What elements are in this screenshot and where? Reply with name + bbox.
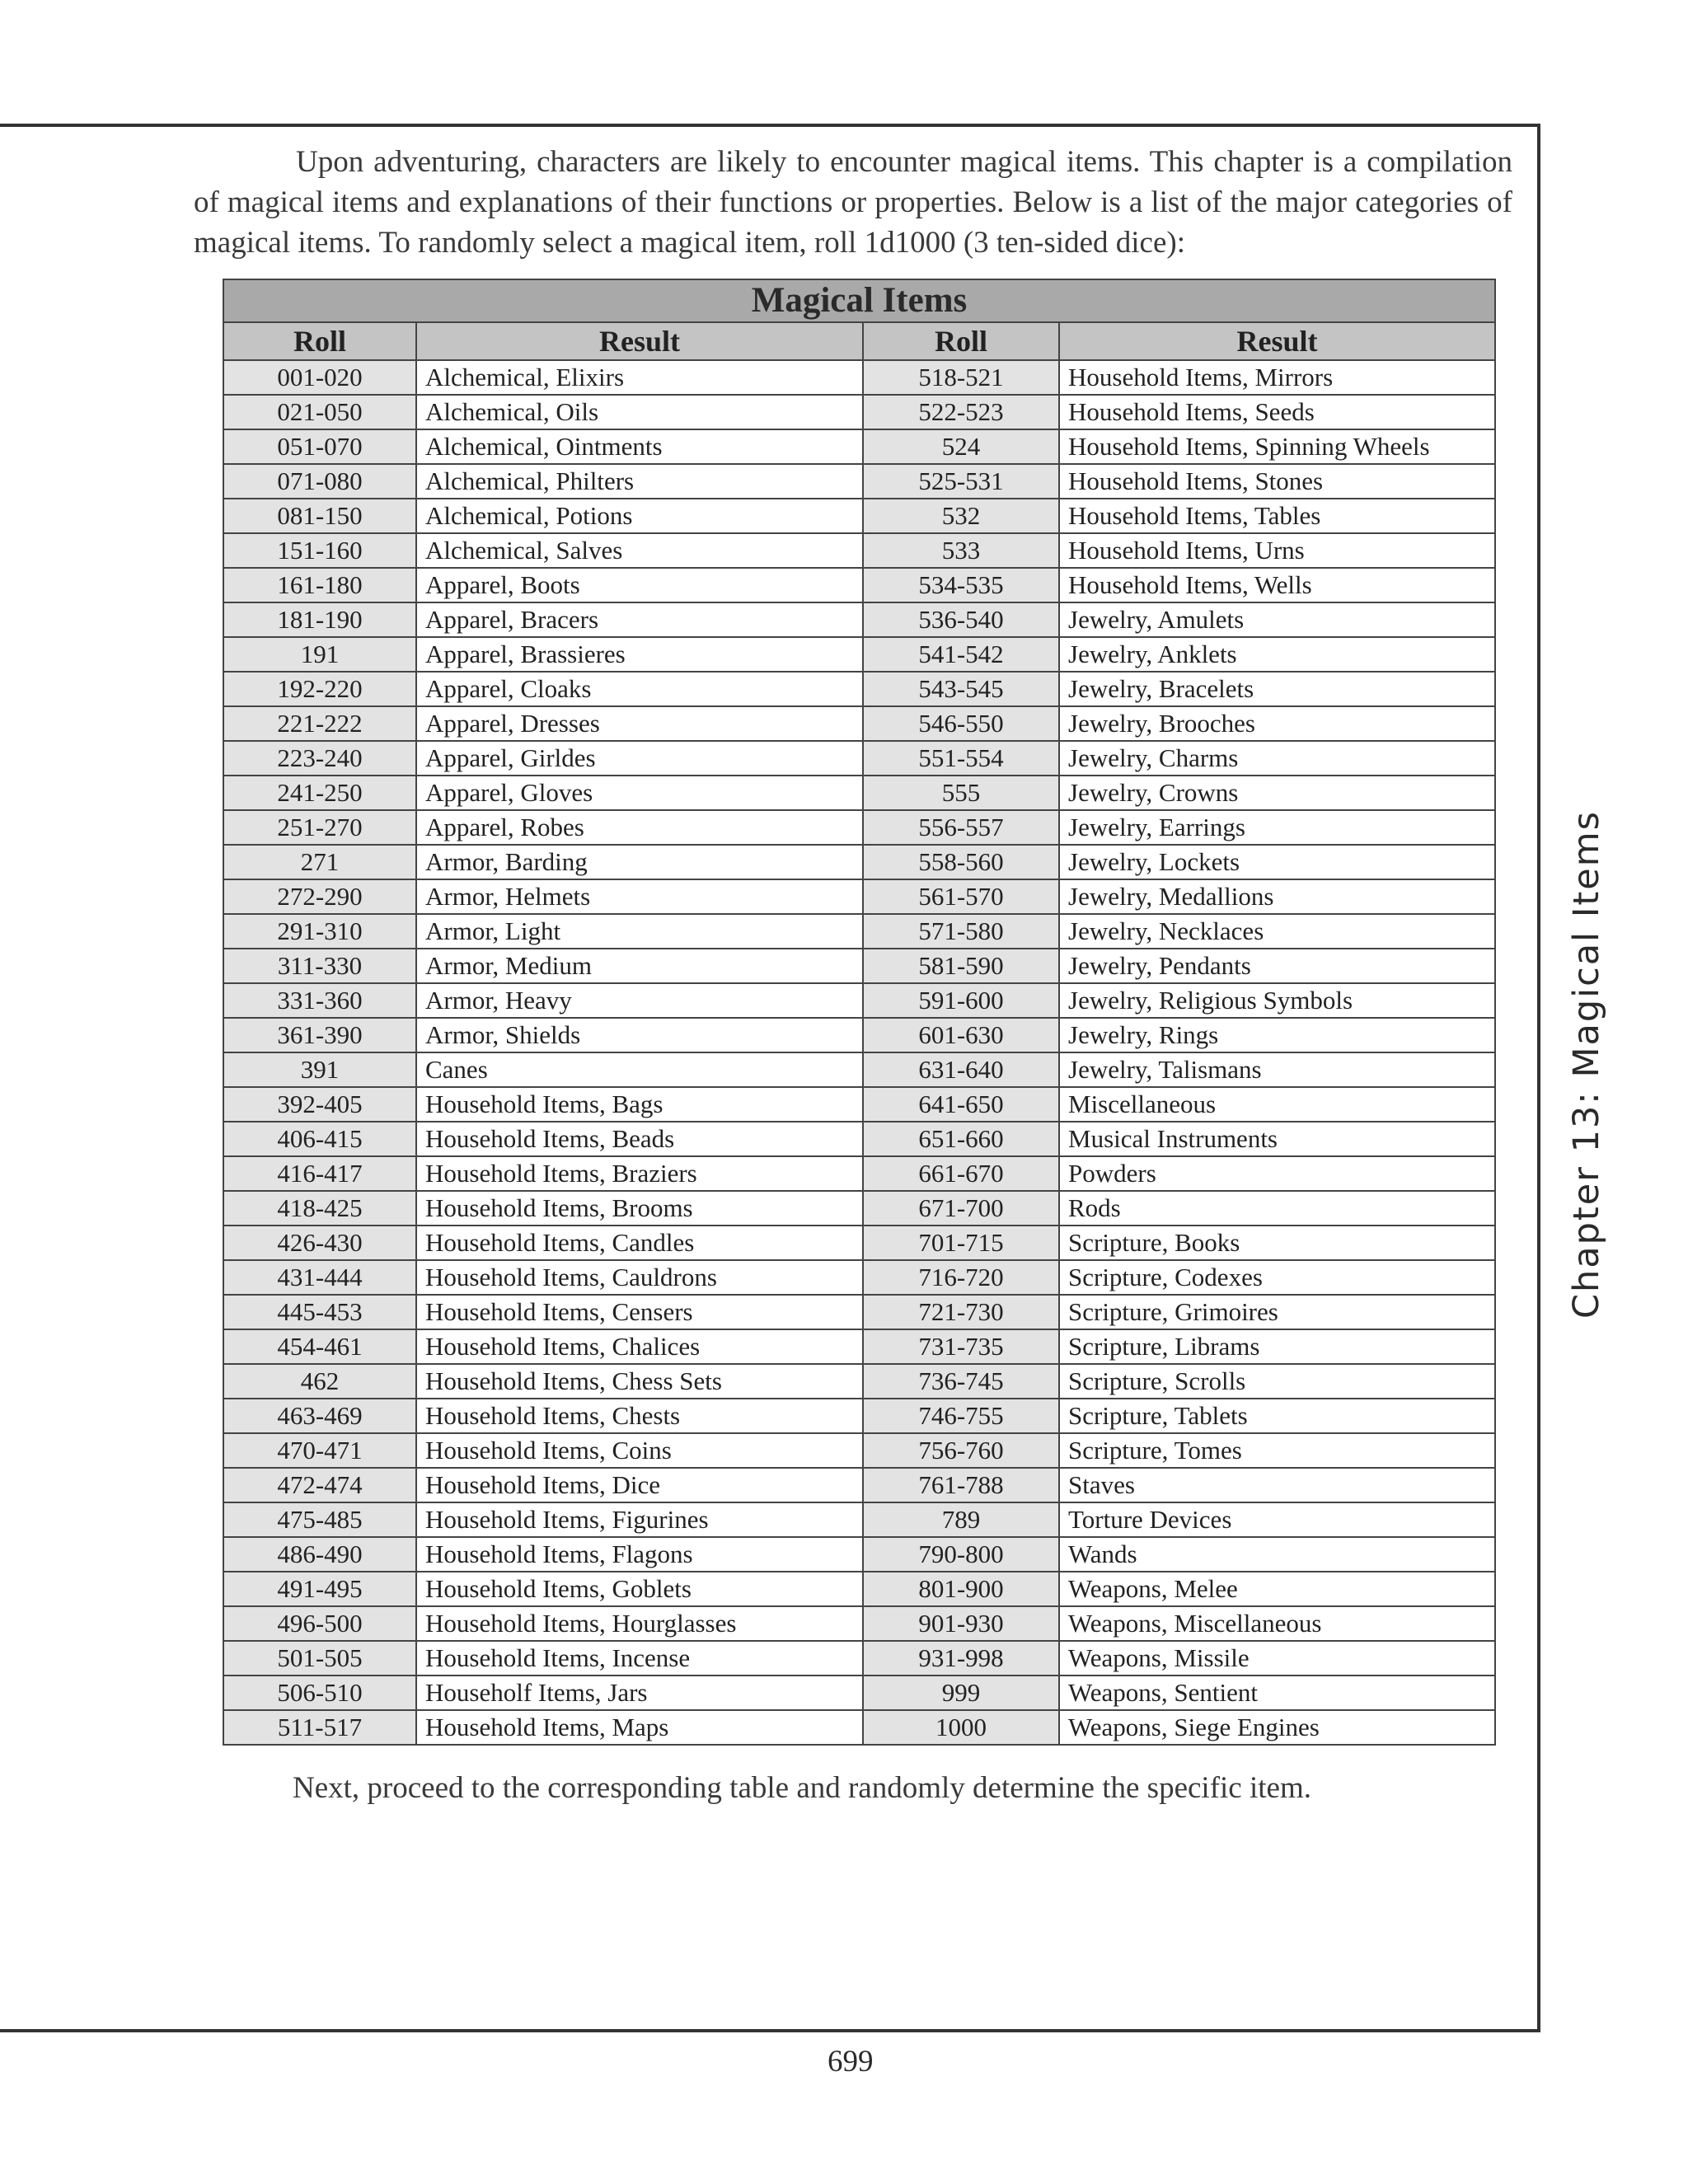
table-row — [223, 637, 1495, 672]
roll-cell: 311-330 — [223, 949, 416, 983]
result-cell: Staves — [1059, 1468, 1495, 1502]
table-row — [223, 1606, 1495, 1641]
table-header-row — [223, 322, 1495, 360]
roll-cell: 591-600 — [863, 983, 1059, 1018]
result-cell: Household Items, Coins — [416, 1433, 863, 1468]
result-cell: Household Items, Dice — [416, 1468, 863, 1502]
roll-cell: 790-800 — [863, 1537, 1059, 1572]
result-cell: Household Items, Urns — [1059, 533, 1495, 568]
roll-cell: 533 — [863, 533, 1059, 568]
table-row — [223, 1260, 1495, 1295]
result-cell: Household Items, Bags — [416, 1087, 863, 1122]
result-cell: Householf Items, Jars — [416, 1675, 863, 1710]
roll-cell: 756-760 — [863, 1433, 1059, 1468]
result-cell: Household Items, Incense — [416, 1641, 863, 1675]
result-cell: Alchemical, Salves — [416, 533, 863, 568]
roll-cell: 532 — [863, 499, 1059, 533]
chapter-side-header: Chapter 13: Magical Items — [1566, 809, 1607, 1319]
roll-cell: 721-730 — [863, 1295, 1059, 1329]
roll-cell: 221-222 — [223, 706, 416, 741]
table-row — [223, 845, 1495, 879]
roll-cell: 511-517 — [223, 1710, 416, 1745]
result-cell: Alchemical, Potions — [416, 499, 863, 533]
roll-cell: 470-471 — [223, 1433, 416, 1468]
roll-cell: 445-453 — [223, 1295, 416, 1329]
roll-cell: 558-560 — [863, 845, 1059, 879]
roll-cell: 426-430 — [223, 1226, 416, 1260]
roll-cell: 736-745 — [863, 1364, 1059, 1399]
roll-cell: 071-080 — [223, 464, 416, 499]
result-cell: Jewelry, Talismans — [1059, 1052, 1495, 1087]
result-cell: Household Items, Spinning Wheels — [1059, 429, 1495, 464]
closing-sentence: Next, proceed to the corresponding table and randomly determine the specific item. — [293, 1771, 1311, 1805]
result-cell: Household Items, Goblets — [416, 1572, 863, 1606]
result-cell: Apparel, Girldes — [416, 741, 863, 776]
intro-paragraph: Upon adventuring, characters are likely to encounter magical items. This chapter is a compilation of magical items and explanations of their functions or properties. Below is a list of the major categories of magical items. To randomly select a magical item, roll 1d1000 (3 ten-sided dice): — [194, 145, 1512, 260]
result-cell: Armor, Heavy — [416, 983, 863, 1018]
page-number: 699 — [828, 2045, 874, 2079]
roll-cell: 801-900 — [863, 1572, 1059, 1606]
table-row — [223, 1156, 1495, 1191]
roll-cell: 406-415 — [223, 1122, 416, 1156]
roll-cell: 546-550 — [863, 706, 1059, 741]
result-cell: Jewelry, Anklets — [1059, 637, 1495, 672]
result-cell: Alchemical, Oils — [416, 395, 863, 429]
roll-cell: 901-930 — [863, 1606, 1059, 1641]
result-cell: Jewelry, Earrings — [1059, 810, 1495, 845]
roll-cell: 241-250 — [223, 776, 416, 810]
result-cell: Powders — [1059, 1156, 1495, 1191]
column-header-result: Result — [1059, 322, 1495, 360]
result-cell: Rods — [1059, 1191, 1495, 1226]
roll-cell: 551-554 — [863, 741, 1059, 776]
table-row — [223, 1087, 1495, 1122]
result-cell: Scripture, Grimoires — [1059, 1295, 1495, 1329]
table-row — [223, 914, 1495, 949]
result-cell: Canes — [416, 1052, 863, 1087]
table-row — [223, 1364, 1495, 1399]
roll-cell: 223-240 — [223, 741, 416, 776]
roll-cell: 716-720 — [863, 1260, 1059, 1295]
table-row — [223, 464, 1495, 499]
roll-cell: 291-310 — [223, 914, 416, 949]
table-row — [223, 395, 1495, 429]
result-cell: Scripture, Scrolls — [1059, 1364, 1495, 1399]
roll-cell: 601-630 — [863, 1018, 1059, 1052]
result-cell: Armor, Barding — [416, 845, 863, 879]
roll-cell: 462 — [223, 1364, 416, 1399]
roll-cell: 431-444 — [223, 1260, 416, 1295]
result-cell: Jewelry, Religious Symbols — [1059, 983, 1495, 1018]
result-cell: Household Items, Braziers — [416, 1156, 863, 1191]
result-cell: Household Items, Tables — [1059, 499, 1495, 533]
result-cell: Household Items, Wells — [1059, 568, 1495, 602]
roll-cell: 651-660 — [863, 1122, 1059, 1156]
roll-cell: 454-461 — [223, 1329, 416, 1364]
roll-cell: 534-535 — [863, 568, 1059, 602]
table-row — [223, 879, 1495, 914]
result-cell: Armor, Medium — [416, 949, 863, 983]
result-cell: Household Items, Chests — [416, 1399, 863, 1433]
roll-cell: 541-542 — [863, 637, 1059, 672]
result-cell: Household Items, Chess Sets — [416, 1364, 863, 1399]
result-cell: Apparel, Brassieres — [416, 637, 863, 672]
column-header-roll: Roll — [223, 322, 416, 360]
table-row — [223, 429, 1495, 464]
roll-cell: 161-180 — [223, 568, 416, 602]
magical-items-table — [223, 279, 1496, 1746]
roll-cell: 518-521 — [863, 360, 1059, 395]
table-row — [223, 983, 1495, 1018]
roll-cell: 391 — [223, 1052, 416, 1087]
roll-cell: 561-570 — [863, 879, 1059, 914]
roll-cell: 581-590 — [863, 949, 1059, 983]
result-cell: Apparel, Dresses — [416, 706, 863, 741]
roll-cell: 191 — [223, 637, 416, 672]
result-cell: Apparel, Gloves — [416, 776, 863, 810]
roll-cell: 761-788 — [863, 1468, 1059, 1502]
roll-cell: 506-510 — [223, 1675, 416, 1710]
result-cell: Jewelry, Pendants — [1059, 949, 1495, 983]
result-cell: Household Items, Seeds — [1059, 395, 1495, 429]
roll-cell: 181-190 — [223, 602, 416, 637]
result-cell: Jewelry, Medallions — [1059, 879, 1495, 914]
result-cell: Household Items, Maps — [416, 1710, 863, 1745]
table-row — [223, 1295, 1495, 1329]
roll-cell: 999 — [863, 1675, 1059, 1710]
result-cell: Weapons, Miscellaneous — [1059, 1606, 1495, 1641]
roll-cell: 731-735 — [863, 1329, 1059, 1364]
roll-cell: 251-270 — [223, 810, 416, 845]
result-cell: Weapons, Melee — [1059, 1572, 1495, 1606]
table-row — [223, 1052, 1495, 1087]
roll-cell: 631-640 — [863, 1052, 1059, 1087]
result-cell: Scripture, Tomes — [1059, 1433, 1495, 1468]
result-cell: Scripture, Books — [1059, 1226, 1495, 1260]
roll-cell: 418-425 — [223, 1191, 416, 1226]
roll-cell: 641-650 — [863, 1087, 1059, 1122]
table-row — [223, 1433, 1495, 1468]
roll-cell: 272-290 — [223, 879, 416, 914]
result-cell: Jewelry, Crowns — [1059, 776, 1495, 810]
result-cell: Armor, Shields — [416, 1018, 863, 1052]
roll-cell: 192-220 — [223, 672, 416, 706]
result-cell: Torture Devices — [1059, 1502, 1495, 1537]
table-row — [223, 1399, 1495, 1433]
result-cell: Household Items, Stones — [1059, 464, 1495, 499]
roll-cell: 081-150 — [223, 499, 416, 533]
table-row — [223, 1226, 1495, 1260]
result-cell: Jewelry, Charms — [1059, 741, 1495, 776]
table-row — [223, 1018, 1495, 1052]
result-cell: Household Items, Beads — [416, 1122, 863, 1156]
result-cell: Miscellaneous — [1059, 1087, 1495, 1122]
result-cell: Apparel, Bracers — [416, 602, 863, 637]
column-header-result: Result — [416, 322, 863, 360]
result-cell: Apparel, Boots — [416, 568, 863, 602]
table-row — [223, 706, 1495, 741]
table-row — [223, 949, 1495, 983]
result-cell: Household Items, Cauldrons — [416, 1260, 863, 1295]
roll-cell: 271 — [223, 845, 416, 879]
result-cell: Weapons, Sentient — [1059, 1675, 1495, 1710]
roll-cell: 496-500 — [223, 1606, 416, 1641]
table-row — [223, 533, 1495, 568]
roll-cell: 1000 — [863, 1710, 1059, 1745]
result-cell: Household Items, Mirrors — [1059, 360, 1495, 395]
roll-cell: 525-531 — [863, 464, 1059, 499]
table-row — [223, 1710, 1495, 1745]
table-row — [223, 1502, 1495, 1537]
roll-cell: 524 — [863, 429, 1059, 464]
table-row — [223, 602, 1495, 637]
roll-cell: 931-998 — [863, 1641, 1059, 1675]
roll-cell: 331-360 — [223, 983, 416, 1018]
table-row — [223, 1191, 1495, 1226]
roll-cell: 051-070 — [223, 429, 416, 464]
result-cell: Alchemical, Ointments — [416, 429, 863, 464]
roll-cell: 392-405 — [223, 1087, 416, 1122]
result-cell: Household Items, Chalices — [416, 1329, 863, 1364]
result-cell: Household Items, Censers — [416, 1295, 863, 1329]
result-cell: Household Items, Flagons — [416, 1537, 863, 1572]
result-cell: Apparel, Robes — [416, 810, 863, 845]
roll-cell: 556-557 — [863, 810, 1059, 845]
table-row — [223, 1572, 1495, 1606]
result-cell: Alchemical, Elixirs — [416, 360, 863, 395]
result-cell: Musical Instruments — [1059, 1122, 1495, 1156]
result-cell: Armor, Helmets — [416, 879, 863, 914]
roll-cell: 746-755 — [863, 1399, 1059, 1433]
table-row — [223, 360, 1495, 395]
roll-cell: 555 — [863, 776, 1059, 810]
roll-cell: 501-505 — [223, 1641, 416, 1675]
roll-cell: 416-417 — [223, 1156, 416, 1191]
roll-cell: 475-485 — [223, 1502, 416, 1537]
table-row — [223, 1641, 1495, 1675]
result-cell: Armor, Light — [416, 914, 863, 949]
roll-cell: 491-495 — [223, 1572, 416, 1606]
table-row — [223, 672, 1495, 706]
result-cell: Jewelry, Brooches — [1059, 706, 1495, 741]
roll-cell: 789 — [863, 1502, 1059, 1537]
result-cell: Scripture, Tablets — [1059, 1399, 1495, 1433]
result-cell: Household Items, Brooms — [416, 1191, 863, 1226]
result-cell: Wands — [1059, 1537, 1495, 1572]
table-row — [223, 741, 1495, 776]
result-cell: Household Items, Hourglasses — [416, 1606, 863, 1641]
table-row — [223, 1537, 1495, 1572]
roll-cell: 486-490 — [223, 1537, 416, 1572]
result-cell: Scripture, Codexes — [1059, 1260, 1495, 1295]
roll-cell: 543-545 — [863, 672, 1059, 706]
table-row — [223, 1468, 1495, 1502]
result-cell: Alchemical, Philters — [416, 464, 863, 499]
roll-cell: 001-020 — [223, 360, 416, 395]
roll-cell: 571-580 — [863, 914, 1059, 949]
result-cell: Jewelry, Amulets — [1059, 602, 1495, 637]
table-row — [223, 1329, 1495, 1364]
result-cell: Jewelry, Lockets — [1059, 845, 1495, 879]
result-cell: Weapons, Missile — [1059, 1641, 1495, 1675]
roll-cell: 361-390 — [223, 1018, 416, 1052]
table-row — [223, 568, 1495, 602]
result-cell: Household Items, Figurines — [416, 1502, 863, 1537]
table-row — [223, 1122, 1495, 1156]
table-row — [223, 1675, 1495, 1710]
result-cell: Jewelry, Necklaces — [1059, 914, 1495, 949]
result-cell: Jewelry, Rings — [1059, 1018, 1495, 1052]
result-cell: Household Items, Candles — [416, 1226, 863, 1260]
roll-cell: 151-160 — [223, 533, 416, 568]
table-row — [223, 810, 1495, 845]
roll-cell: 463-469 — [223, 1399, 416, 1433]
roll-cell: 671-700 — [863, 1191, 1059, 1226]
result-cell: Apparel, Cloaks — [416, 672, 863, 706]
roll-cell: 701-715 — [863, 1226, 1059, 1260]
roll-cell: 522-523 — [863, 395, 1059, 429]
roll-cell: 661-670 — [863, 1156, 1059, 1191]
result-cell: Scripture, Librams — [1059, 1329, 1495, 1364]
table-row — [223, 499, 1495, 533]
roll-cell: 021-050 — [223, 395, 416, 429]
result-cell: Weapons, Siege Engines — [1059, 1710, 1495, 1745]
column-header-roll: Roll — [863, 322, 1059, 360]
table-row — [223, 776, 1495, 810]
table-title: Magical Items — [223, 279, 1495, 322]
roll-cell: 536-540 — [863, 602, 1059, 637]
roll-cell: 472-474 — [223, 1468, 416, 1502]
result-cell: Jewelry, Bracelets — [1059, 672, 1495, 706]
